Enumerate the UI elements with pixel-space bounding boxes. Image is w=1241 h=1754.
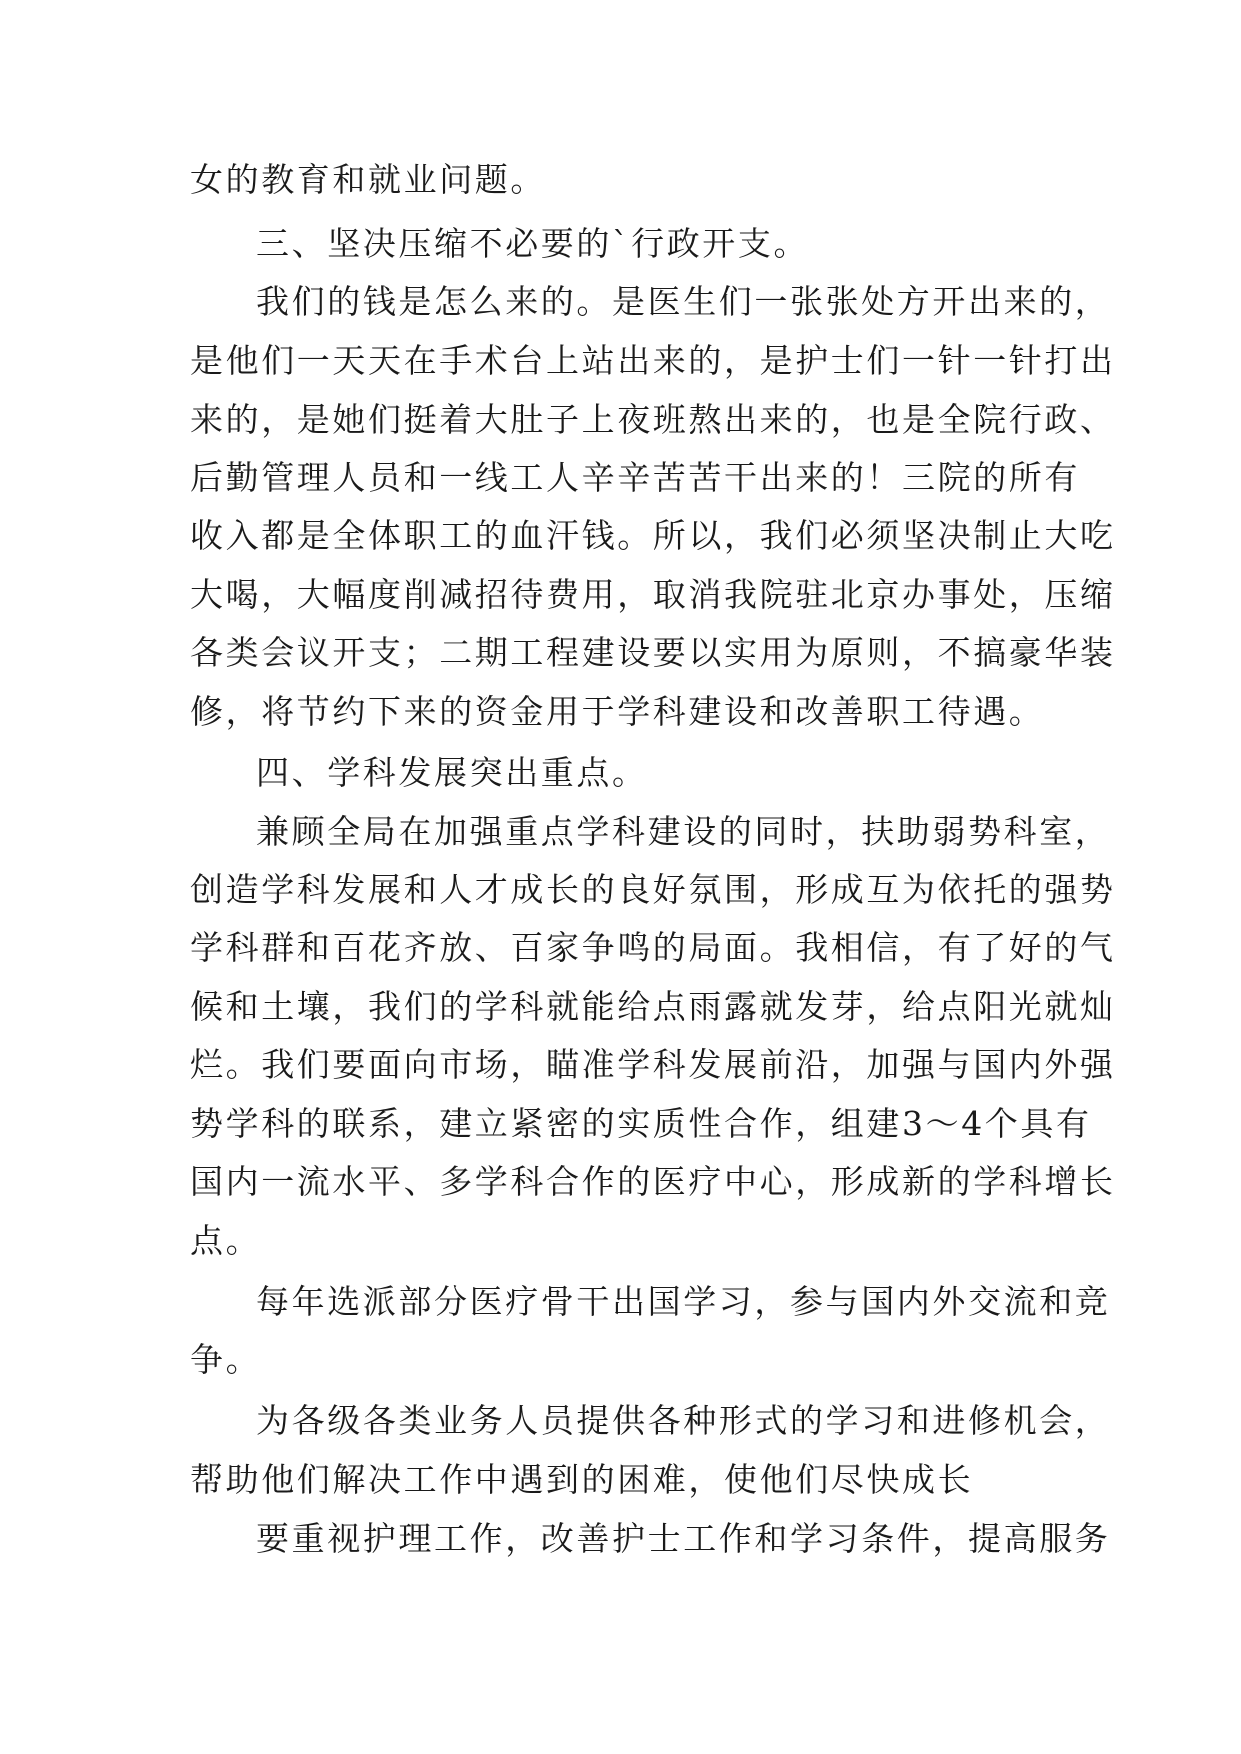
paragraph-line: 大喝，大幅度削减招待费用，取消我院驻北京办事处，压缩: [190, 575, 1116, 614]
paragraph-line: 势学科的联系，建立紧密的实质性合作，组建3～4个具有: [190, 1104, 1092, 1143]
section-heading: 三、坚决压缩不必要的`行政开支。: [256, 224, 810, 263]
paragraph-line: 烂。我们要面向市场，瞄准学科发展前沿，加强与国内外强: [190, 1045, 1116, 1084]
paragraph-line: 学科群和百花齐放、百家争鸣的局面。我相信，有了好的气: [190, 928, 1116, 967]
section-heading: 四、学科发展突出重点。: [256, 753, 648, 792]
paragraph-line: 国内一流水平、多学科合作的医疗中心，形成新的学科增长: [190, 1162, 1116, 1201]
paragraph-line: 帮助他们解决工作中遇到的困难，使他们尽快成长: [190, 1460, 974, 1499]
paragraph-line: 点。: [190, 1221, 262, 1260]
paragraph-line: 为各级各类业务人员提供各种形式的学习和进修机会，: [256, 1401, 1111, 1440]
paragraph-line: 收入都是全体职工的血汗钱。所以，我们必须坚决制止大吃: [190, 516, 1116, 555]
paragraph-line: 后勤管理人员和一线工人辛辛苦苦干出来的！三院的所有: [190, 458, 1080, 497]
paragraph-line: 每年选派部分医疗骨干出国学习，参与国内外交流和竞: [256, 1282, 1111, 1321]
paragraph-line: 创造学科发展和人才成长的良好氛围，形成互为依托的强势: [190, 870, 1116, 909]
paragraph-line: 争。: [190, 1340, 262, 1379]
paragraph-line: 要重视护理工作，改善护士工作和学习条件，提高服务: [256, 1519, 1111, 1558]
paragraph-line: 来的，是她们挺着大肚子上夜班熬出来的，也是全院行政、: [190, 400, 1116, 439]
paragraph-line: 候和土壤，我们的学科就能给点雨露就发芽，给点阳光就灿: [190, 987, 1116, 1026]
paragraph-line: 女的教育和就业问题。: [190, 160, 546, 199]
paragraph-line: 是他们一天天在手术台上站出来的，是护士们一针一针打出: [190, 341, 1116, 380]
paragraph-line: 我们的钱是怎么来的。是医生们一张张处方开出来的，: [256, 282, 1111, 321]
paragraph-line: 各类会议开支；二期工程建设要以实用为原则，不搞豪华装: [190, 633, 1116, 672]
paragraph-line: 兼顾全局在加强重点学科建设的同时，扶助弱势科室，: [256, 812, 1111, 851]
paragraph-line: 修，将节约下来的资金用于学科建设和改善职工待遇。: [190, 692, 1045, 731]
